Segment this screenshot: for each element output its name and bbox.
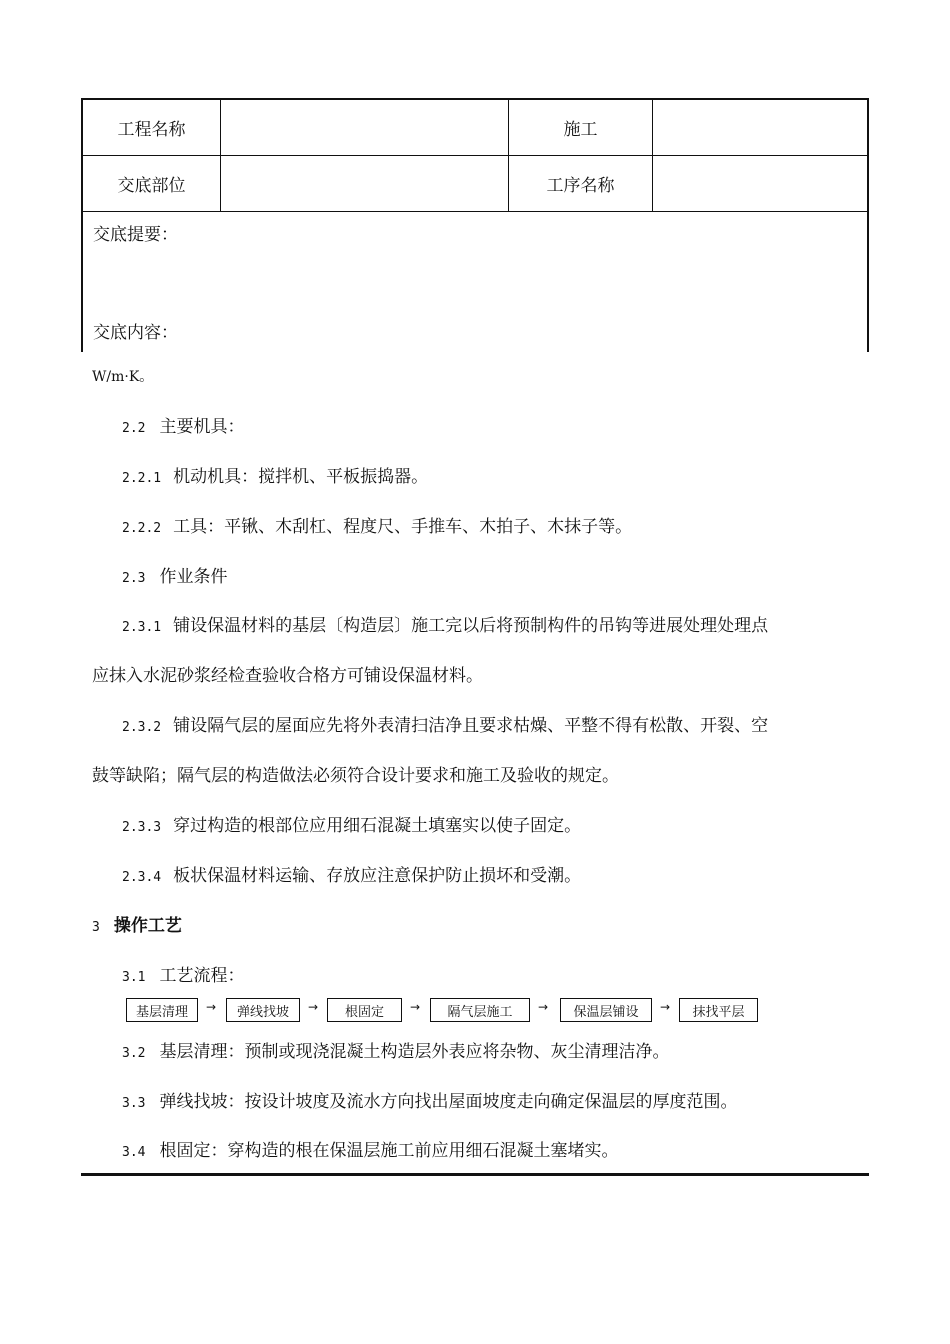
content-label: 交底内容： [93,323,178,343]
flow-arrow-icon: → [660,1000,671,1014]
flow-arrow-icon: → [410,1000,421,1014]
section-2-3-4 [122,861,581,886]
section-2-2 [122,412,244,437]
section-number: 3.3 [122,1096,146,1111]
section-2-3-2 [122,711,768,736]
section-2-3-2-cont: 鼓等缺陷；隔气层的构造做法必须符合设计要求和施工及验收的规定。 [92,766,619,786]
header-row-1 [83,100,867,156]
flow-step-3: 根固定 [327,998,402,1022]
section-3 [92,911,182,936]
section-text: 弹线找坡：按设计坡度及流水方向找出屋面坡度走向确定保温层的厚度范围。 [159,1092,738,1112]
section-text: 基层清理：预制或现浇混凝土构造层外表应将杂物、灰尘清理洁净。 [159,1042,670,1062]
section-text: 穿过构造的根部位应用细石混凝土填塞实以使子固定。 [173,816,582,836]
project-name-value [221,100,509,155]
section-number: 3.2 [122,1046,146,1061]
section-number: 2.2.2 [122,521,162,536]
section-3-3 [122,1087,737,1112]
location-value [221,156,509,211]
section-2-2-2 [122,512,632,537]
section-text: 铺设保温材料的基层〔构造层〕施工完以后将预制构件的吊钩等进展处理处理点 [173,616,769,636]
flow-step-2: 弹线找坡 [226,998,300,1022]
section-text: 工艺流程： [159,966,245,986]
process-name-label: 工序名称 [509,156,653,211]
section-text: 主要机具： [159,417,245,437]
section-number: 3.1 [122,970,146,985]
section-number: 2.3 [122,571,146,586]
section-text: 根固定：穿构造的根在保温层施工前应用细石混凝土塞堵实。 [159,1141,619,1161]
section-3-2 [122,1037,669,1062]
flow-arrow-icon: → [308,1000,319,1014]
section-number: 2.3.2 [122,720,162,735]
construction-label: 施工 [509,100,653,155]
section-number: 3 [92,920,100,935]
section-number: 2.3.4 [122,870,162,885]
project-name-label: 工程名称 [83,100,221,155]
section-2-3-1-cont: 应抹入水泥砂浆经检查验收合格方可铺设保温材料。 [92,666,483,686]
flow-step-1: 基层清理 [126,998,198,1022]
section-text: 机动机具：搅拌机、平板振捣器。 [173,467,429,487]
section-number: 2.3.3 [122,820,162,835]
flow-step-4: 隔气层施工 [430,998,530,1022]
section-2-3-1 [122,611,768,636]
header-table [81,98,869,352]
unit-tail: W/m·K。 [92,369,154,385]
process-name-value [653,156,867,211]
header-row-2 [83,156,867,212]
flow-step-6: 抹找平层 [679,998,758,1022]
section-number: 3.4 [122,1145,146,1160]
section-3-4 [122,1136,618,1161]
flow-arrow-icon: → [538,1000,549,1014]
section-number: 2.2.1 [122,471,162,486]
location-label: 交底部位 [83,156,221,211]
section-text: 板状保温材料运输、存放应注意保护防止损坏和受潮。 [173,866,582,886]
flow-step-5: 保温层铺设 [560,998,652,1022]
section-3-1 [122,961,244,986]
bottom-rule [81,1173,869,1176]
summary-label: 交底提要： [93,225,178,245]
construction-value [653,100,867,155]
section-number: 2.2 [122,421,146,436]
section-2-3-3 [122,811,581,836]
section-2-3 [122,562,227,587]
section-2-2-1 [122,462,428,487]
section-text: 工具：平锹、木刮杠、程度尺、手推车、木拍子、木抹子等。 [173,517,633,537]
section-text: 铺设隔气层的屋面应先将外表清扫洁净且要求枯燥、平整不得有松散、开裂、空 [173,716,769,736]
section-text: 作业条件 [159,567,228,587]
section-heading: 操作工艺 [113,916,182,936]
flow-arrow-icon: → [206,1000,217,1014]
section-number: 2.3.1 [122,620,162,635]
